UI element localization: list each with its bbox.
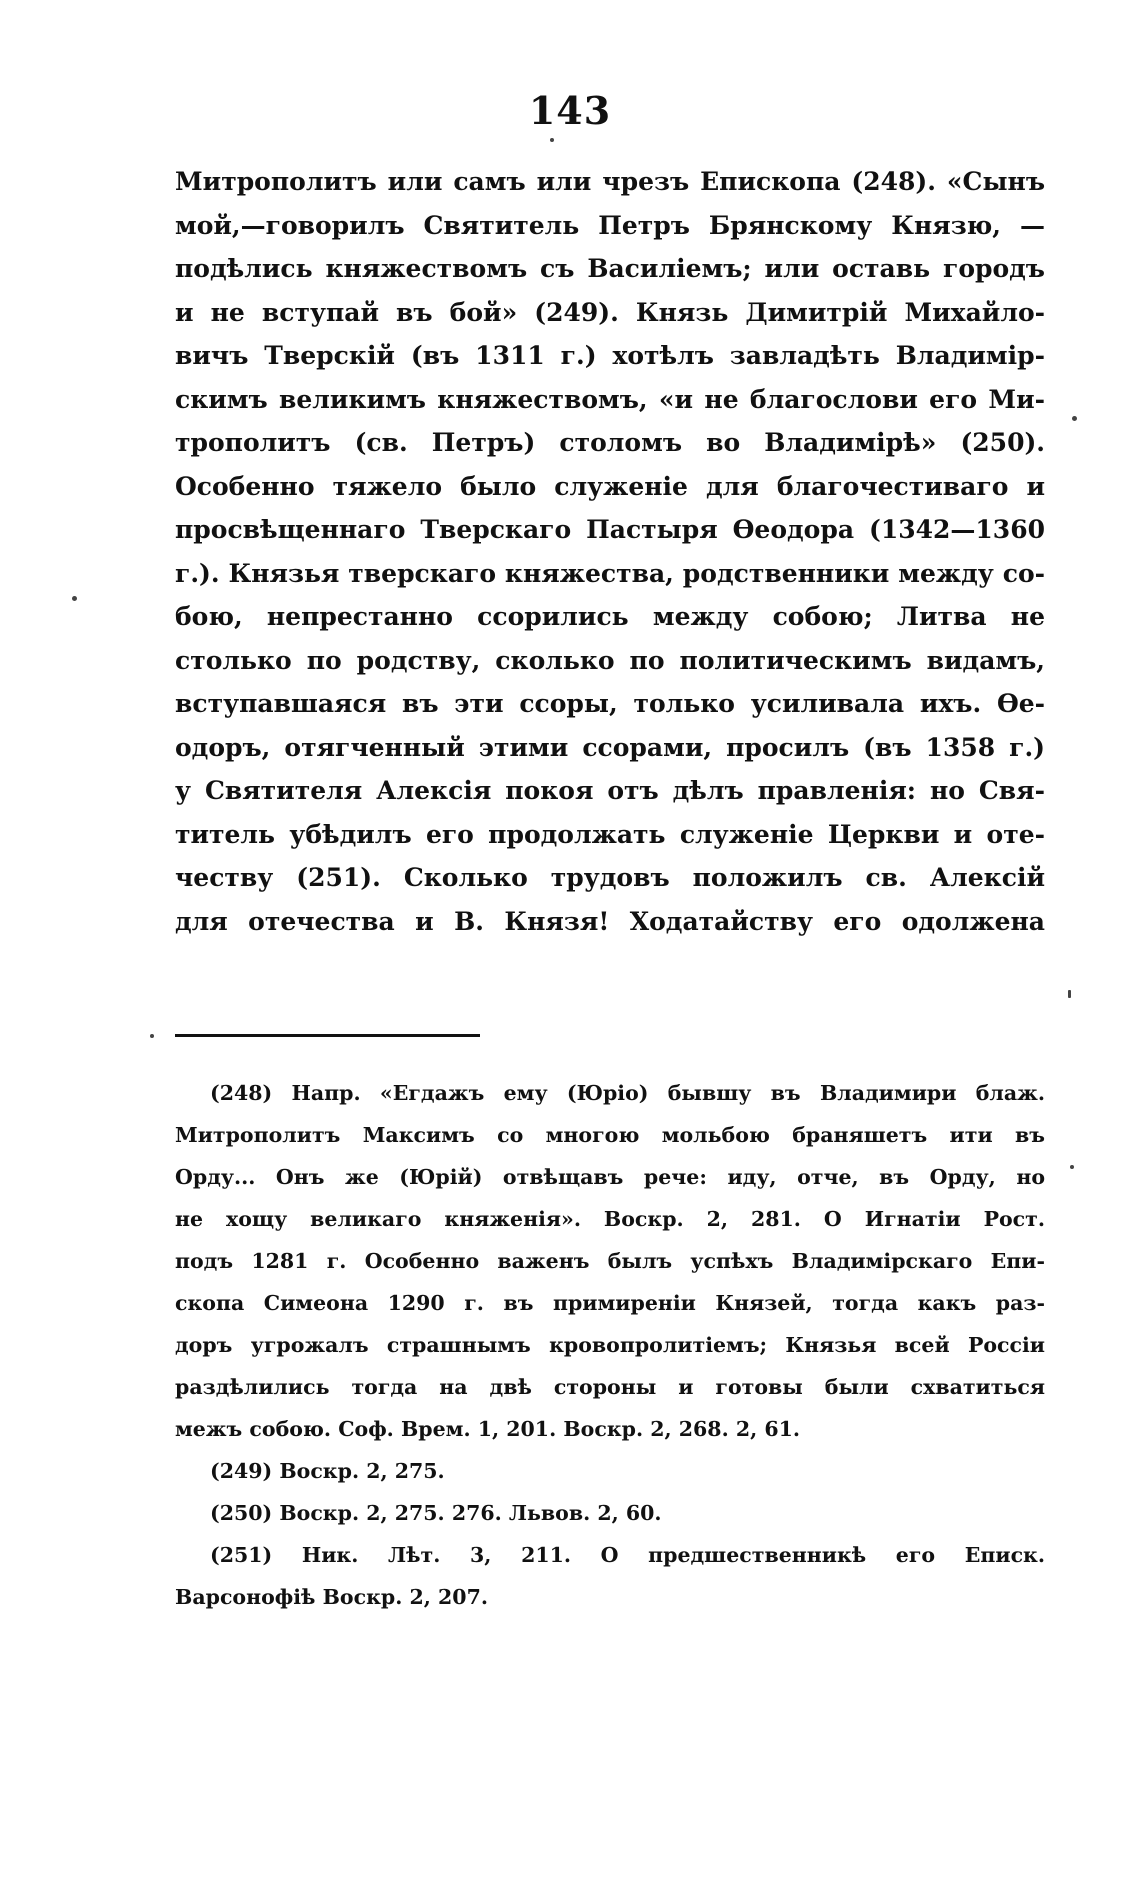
footnote-line: Варсонофіѣ Воскр. 2, 207.	[175, 1585, 488, 1609]
page-number: 143	[528, 88, 612, 133]
text-line: титель убѣдилъ его продолжать служеніе Церкви и оте-	[175, 819, 1045, 849]
scan-speck	[1068, 990, 1071, 998]
text-line: для отечества и В. Князя! Ходатайству его одолжена	[175, 906, 1045, 936]
text-line: Митрополитъ или самъ или чрезъ Епископа (248). «Сынъ	[175, 167, 1045, 196]
scan-speck	[1072, 416, 1077, 421]
text-line: и не вступай въ бой» (249). Князь Димитрій Михайло-	[175, 297, 1045, 327]
footnote-line: (248) Напр. «Егдажъ ему (Юріо) бывшу въ Владимири блаж.	[210, 1081, 1045, 1105]
footnote-divider	[175, 1034, 480, 1037]
text-line: столько по родству, сколько по политическимъ видамъ,	[175, 645, 1045, 675]
text-line: вичъ Тверскій (въ 1311 г.) хотѣлъ завладѣть Владимір-	[175, 341, 1045, 370]
scan-speck	[1070, 1165, 1074, 1169]
footnote-line: межъ собою. Соф. Врем. 1, 201. Воскр. 2, 268. 2, 61.	[175, 1417, 801, 1441]
text-line: вступавшаяся въ эти ссоры, только усиливала ихъ. Ѳе-	[175, 689, 1045, 718]
footnote-line: (249) Воскр. 2, 275.	[210, 1459, 445, 1483]
footnote-line: Орду... Онъ же (Юрій) отвѣщавъ рече: иду, отче, въ Орду, но	[175, 1165, 1045, 1189]
text-line: бою, непрестанно ссорились между собою; Литва не	[175, 602, 1045, 631]
text-line: Особенно тяжело было служеніе для благочестиваго и	[175, 471, 1045, 501]
text-line: честву (251). Сколько трудовъ положилъ св. Алексій	[175, 863, 1045, 892]
text-line: одоръ, отягченный этими ссорами, просилъ (въ 1358 г.)	[175, 732, 1045, 762]
text-line: трополитъ (св. Петръ) столомъ во Владимірѣ» (250).	[175, 428, 1045, 457]
text-line: просвѣщеннаго Тверскаго Пастыря Ѳеодора (1342—1360	[175, 515, 1045, 544]
scan-speck	[150, 1034, 154, 1038]
footnote-line: раздѣлились тогда на двѣ стороны и готовы были схватиться	[175, 1375, 1045, 1399]
main-text	[175, 160, 1045, 943]
footnote-line: Митрополитъ Максимъ со многою мольбою браняшетъ ити въ	[175, 1123, 1045, 1147]
footnote-line: не хощу великаго княженія». Воскр. 2, 281. О Игнатіи Рост.	[175, 1207, 1045, 1231]
text-line: мой,—говорилъ Святитель Петръ Брянскому Князю, —	[175, 210, 1045, 240]
footnote-line: (251) Ник. Лѣт. 3, 211. О предшественникѣ его Еписк.	[210, 1543, 1045, 1567]
footnotes	[175, 1072, 1045, 1618]
scan-speck	[550, 138, 554, 142]
footnote-line: подъ 1281 г. Особенно важенъ былъ успѣхъ Владимірскаго Епи-	[175, 1249, 1045, 1273]
footnote-line: доръ угрожалъ страшнымъ кровопролитіемъ; Князья всей Россіи	[175, 1333, 1045, 1357]
text-line: г.). Князья тверскаго княжества, родственники между со-	[175, 558, 1045, 588]
scan-speck	[72, 596, 77, 601]
text-line: подѣлись княжествомъ съ Василіемъ; или оставь городъ	[175, 254, 1045, 283]
footnote-line: скопа Симеона 1290 г. въ примиреніи Князей, тогда какъ раз-	[175, 1291, 1045, 1315]
footnote-line: (250) Воскр. 2, 275. 276. Львов. 2, 60.	[210, 1501, 662, 1525]
text-line: у Святителя Алексія покоя отъ дѣлъ правленія: но Свя-	[175, 776, 1045, 805]
text-line: скимъ великимъ княжествомъ, «и не благослови его Ми-	[175, 384, 1045, 414]
